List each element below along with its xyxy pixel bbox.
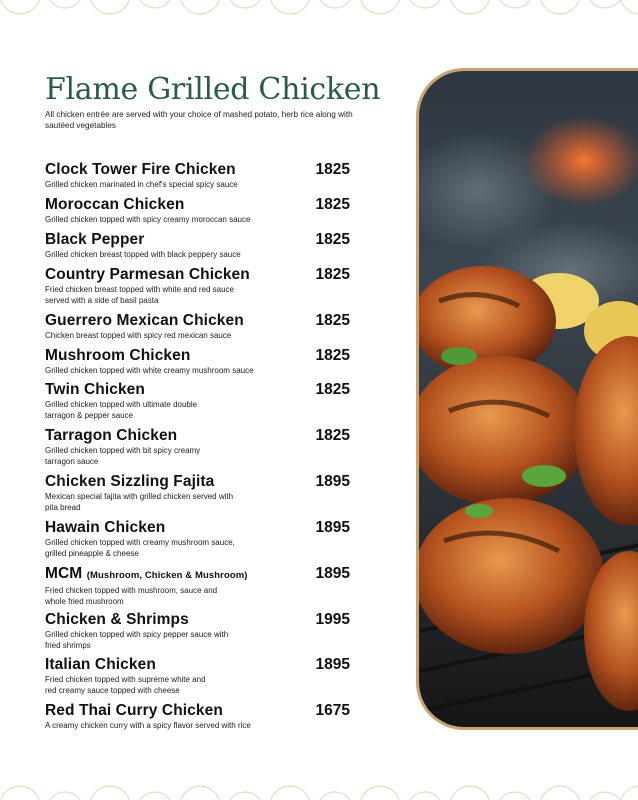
decorative-border-top <box>0 0 638 16</box>
menu-item <box>45 655 355 696</box>
menu-item <box>45 160 355 190</box>
menu-item <box>45 701 355 731</box>
item-price: 1825 <box>315 196 350 213</box>
item-description: Grilled chicken marinated in chef's special spicy sauce <box>45 180 238 189</box>
item-description: Grilled chicken breast topped with black peppery sauce <box>45 250 241 259</box>
item-price: 1995 <box>315 611 350 628</box>
item-description: Grilled chicken topped with ultimate double tarragon & pepper sauce <box>45 400 198 420</box>
item-price: 1825 <box>315 231 350 248</box>
item-name: Hawain Chicken <box>45 519 166 536</box>
item-name-line <box>45 564 355 585</box>
item-description: Grilled chicken topped with spicy creamy moroccan sauce <box>45 215 251 224</box>
item-name: Black Pepper <box>45 231 145 248</box>
item-price: 1825 <box>315 266 350 283</box>
food-photo <box>416 68 638 730</box>
item-description: Grilled chicken topped with bit spicy creamy tarragon sauce <box>45 446 201 466</box>
page-title: Flame Grilled Chicken <box>45 72 381 107</box>
item-name: Clock Tower Fire Chicken <box>45 161 236 178</box>
menu-item <box>45 564 355 607</box>
item-name: Tarragon Chicken <box>45 427 178 444</box>
item-name: Italian Chicken <box>45 656 156 673</box>
item-price: 1675 <box>315 702 350 719</box>
item-name: Chicken Sizzling Fajita <box>45 473 215 490</box>
item-name: Guerrero Mexican Chicken <box>45 312 244 329</box>
item-price: 1825 <box>315 427 350 444</box>
item-description: Mexican special fajita with grilled chicken served with pita bread <box>45 492 234 512</box>
item-price: 1825 <box>315 161 350 178</box>
item-price: 1825 <box>315 347 350 364</box>
item-price: 1825 <box>315 312 350 329</box>
menu-item <box>45 311 355 341</box>
menu-item <box>45 472 355 513</box>
item-description: Grilled chicken topped with creamy mushroom sauce, grilled pineapple & cheese <box>45 538 235 558</box>
menu-item <box>45 518 355 559</box>
menu-item <box>45 380 355 421</box>
decorative-border-bottom <box>0 784 638 800</box>
menu-item <box>45 230 355 260</box>
item-name: Mushroom Chicken <box>45 347 191 364</box>
item-name: Country Parmesan Chicken <box>45 266 250 283</box>
item-name-note: (Mushroom, Chicken & Mushroom) <box>86 570 248 581</box>
item-description: Fried chicken topped with supreme white and red creamy sauce topped with cheese <box>45 675 206 695</box>
menu-item <box>45 610 355 651</box>
item-description: Grilled chicken topped with spicy pepper sauce with fried shrimps <box>45 630 229 650</box>
menu-item <box>45 265 355 306</box>
item-price: 1895 <box>315 519 350 536</box>
item-name: Twin Chicken <box>45 381 145 398</box>
menu-item <box>45 195 355 225</box>
item-name: Chicken & Shrimps <box>45 611 189 628</box>
menu-item <box>45 426 355 467</box>
item-name: Moroccan Chicken <box>45 196 185 213</box>
item-description: Grilled chicken topped with white creamy mushroom sauce <box>45 366 254 375</box>
item-price: 1895 <box>315 473 350 490</box>
item-name: Red Thai Curry Chicken <box>45 702 223 719</box>
item-price: 1825 <box>315 381 350 398</box>
item-description: Fried chicken topped with mushroom, sauce and whole fried mushroom <box>45 586 218 606</box>
menu-subtitle: All chicken entrée are served with your choice of mashed potato, herb rice along with sautéed vegetables <box>45 110 353 130</box>
menu-item <box>45 346 355 376</box>
item-description: A creamy chicken curry with a spicy flavor served with rice <box>45 721 251 730</box>
item-description: Chicken breast topped with spicy red mexican sauce <box>45 331 232 340</box>
item-price: 1895 <box>315 565 350 582</box>
item-name: MCM <box>45 565 83 582</box>
item-description: Fried chicken breast topped with white and red sauce served with a side of basil pasta <box>45 285 234 305</box>
item-price: 1895 <box>315 656 350 673</box>
